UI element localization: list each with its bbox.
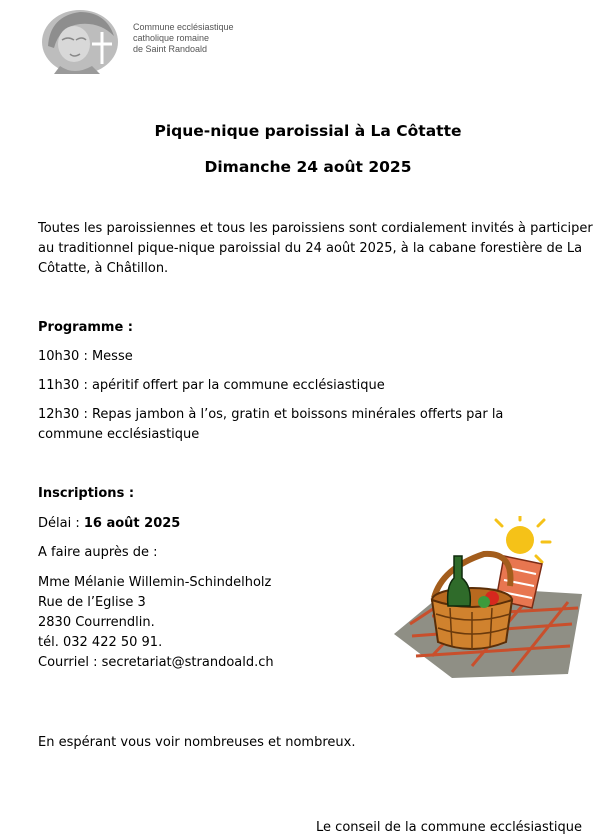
contact-email[interactable]: Courriel : secretariat@strandoald.ch [38, 655, 274, 670]
org-line-3: de Saint Randoald [133, 44, 208, 54]
deadline [38, 514, 180, 534]
contact-street: Rue de l’Eglise 3 [38, 595, 146, 610]
deadline-label: Délai : [38, 516, 84, 531]
programme-item-2: 11h30 : apéritif offert par la commune ecclésiastique [38, 378, 385, 393]
contact-phone: tél. 032 422 50 91. [38, 635, 163, 650]
programme-item-3: 12h30 : Repas jambon à l’os, gratin et boissons minérales offerts par la commune ecclésiastique [38, 407, 504, 442]
signature: Le conseil de la commune ecclésiastique [316, 820, 582, 835]
picnic-basket-icon [392, 516, 592, 681]
programme-item-1: 10h30 : Messe [38, 349, 133, 364]
intro-paragraph: Toutes les paroissiennes et tous les paroissiens sont cordialement invités à participer au traditionnel pique-nique paroissial du 24 août 2025, à la cabane forestière de La Côtatte, à Châtillon. [38, 221, 593, 276]
org-line-2: catholique romaine [133, 33, 210, 43]
inscriptions-heading: Inscriptions : [38, 486, 135, 501]
programme-heading: Programme : [38, 320, 133, 335]
register-with-label: A faire auprès de : [38, 545, 158, 560]
deadline-value: 16 août 2025 [83, 516, 181, 531]
contact-city: 2830 Courrendlin. [38, 615, 155, 630]
contact-name: Mme Mélanie Willemin-Schindelholz [38, 575, 272, 590]
event-title: Pique-nique paroissial à La Côtatte [154, 122, 462, 140]
saint-portrait-logo-icon [40, 6, 120, 74]
closing-text: En espérant vous voir nombreuses et nombreux. [38, 735, 356, 750]
org-line-1: Commune ecclésiastique [133, 22, 234, 32]
organization-name [133, 22, 234, 55]
event-date: Dimanche 24 août 2025 [204, 158, 412, 176]
